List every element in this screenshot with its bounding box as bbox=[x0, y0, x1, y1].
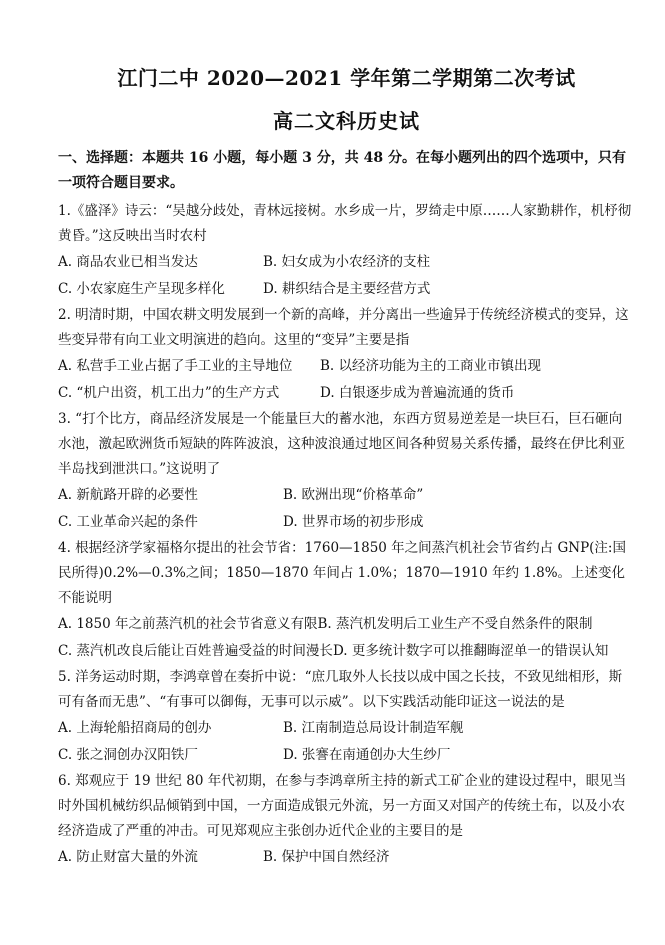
question-3-options-row-1 bbox=[58, 482, 635, 509]
question-2-option-c: C. “机户出资，机工出力”的生产方式 bbox=[58, 385, 280, 401]
question-2-option-d: D. 白银逐步成为普遍流通的货币 bbox=[320, 385, 515, 401]
question-3-options-row-2 bbox=[58, 509, 635, 536]
question-5-option-b: B. 江南制造总局设计制造军舰 bbox=[283, 720, 464, 736]
question-4-options-row-2 bbox=[58, 638, 635, 665]
question-1-option-b: B. 妇女成为小农经济的支柱 bbox=[263, 254, 431, 270]
question-1-option-a: A. 商品农业已相当发达 bbox=[58, 254, 198, 270]
question-1-options-row-2 bbox=[58, 276, 635, 303]
question-5-option-d: D. 张謇在南通创办大生纱厂 bbox=[283, 747, 451, 763]
question-5-option-a: A. 上海轮船招商局的创办 bbox=[58, 720, 212, 736]
question-5-option-c: C. 张之洞创办汉阳铁厂 bbox=[58, 747, 198, 763]
question-5-options-row-1 bbox=[58, 715, 635, 742]
question-6 bbox=[58, 769, 635, 871]
question-2-option-b: B. 以经济功能为主的工商业市镇出现 bbox=[320, 358, 542, 374]
question-4-option-b: B. 蒸汽机发明后工业生产不受自然条件的限制 bbox=[317, 616, 593, 632]
question-2 bbox=[58, 303, 635, 407]
question-4-option-a: A. 1850 年之前蒸汽机的社会节省意义有限 bbox=[58, 616, 318, 632]
question-1-stem: 1.《盛泽》诗云：“吴越分歧处，青林远接树。水乡成一片，罗绮走中原……人家勤耕作，机杼彻黄昏。”这反映出当时农村 bbox=[58, 203, 632, 244]
question-4-option-d: D. 更多统计数字可以推翻晦涩单一的错误认知 bbox=[332, 643, 609, 659]
question-6-stem: 6. 郑观应于 19 世纪 80 年代初期，在参与李鸿章所主持的新式工矿企业的建设过程中，眼见当时外国机械纺织品倾销到中国，一方面造成银元外流，另一方面又对国产的传统土布，以及小农经济造成了严重的冲击。可见郑观应主张创办近代企业的主要目的是 bbox=[58, 773, 627, 839]
exam-subtitle: 高二文科历史试 bbox=[273, 109, 420, 133]
question-6-option-a: A. 防止财富大量的外流 bbox=[58, 849, 198, 865]
question-1-option-d: D. 耕织结合是主要经营方式 bbox=[263, 281, 431, 297]
question-5 bbox=[58, 665, 635, 769]
question-6-options-row-1 bbox=[58, 844, 635, 871]
question-2-option-a: A. 私营手工业占据了手工业的主导地位 bbox=[58, 358, 293, 374]
question-6-option-b: B. 保护中国自然经济 bbox=[263, 849, 390, 865]
exam-title: 江门二中 2020—2021 学年第二学期第二次考试 bbox=[117, 66, 576, 90]
question-3-option-a: A. 新航路开辟的必要性 bbox=[58, 487, 198, 503]
section-instructions: 一、选择题：本题共 16 小题，每小题 3 分，共 48 分。在每小题列出的四个选项中，只有一项符合题目要求。 bbox=[58, 150, 626, 191]
question-4-stem: 4. 根据经济学家福格尔提出的社会节省：1760—1850 年之间蒸汽机社会节省约占 GNP(注:国民所得)0.2%—0.3%之间；1850—1870 年间占 1.0%；1870—1910 年约 1.8%。上述变化不能说明 bbox=[58, 540, 626, 606]
question-4-option-c: C. 蒸汽机改良后能让百姓普遍受益的时间漫长 bbox=[58, 643, 333, 659]
question-5-options-row-2 bbox=[58, 742, 635, 769]
question-3 bbox=[58, 407, 635, 536]
question-2-options-row-2 bbox=[58, 380, 635, 407]
question-4 bbox=[58, 536, 635, 665]
question-2-options-row-1 bbox=[58, 353, 635, 380]
question-4-options-row-1 bbox=[58, 611, 635, 638]
question-3-option-c: C. 工业革命兴起的条件 bbox=[58, 514, 198, 530]
question-1 bbox=[58, 199, 635, 303]
question-5-stem: 5. 洋务运动时期，李鸿章曾在奏折中说：“庶几取外人长技以成中国之长技，不致见绌相形，斯可有备而无患”、“有事可以御侮，无事可以示威”。以下实践活动能印证这一说法的是 bbox=[58, 669, 623, 710]
question-2-stem: 2. 明清时期，中国农耕文明发展到一个新的高峰，并分离出一些逾异于传统经济模式的变异，这些变异带有向工业文明演进的趋向。这里的“变异”主要是指 bbox=[58, 307, 629, 348]
question-1-option-c: C. 小农家庭生产呈现多样化 bbox=[58, 281, 225, 297]
question-3-option-d: D. 世界市场的初步形成 bbox=[283, 514, 424, 530]
question-1-options-row-1 bbox=[58, 249, 635, 276]
question-3-stem: 3. “打个比方，商品经济发展是一个能量巨大的蓄水池，东西方贸易逆差是一块巨石，巨石砸向水池，激起欧洲货币短缺的阵阵波浪，这种波浪通过地区间各种贸易关系传播，最终在伊比利亚半岛找到泄洪口。”这说明了 bbox=[58, 411, 625, 477]
question-3-option-b: B. 欧洲出现“价格革命” bbox=[283, 487, 424, 503]
